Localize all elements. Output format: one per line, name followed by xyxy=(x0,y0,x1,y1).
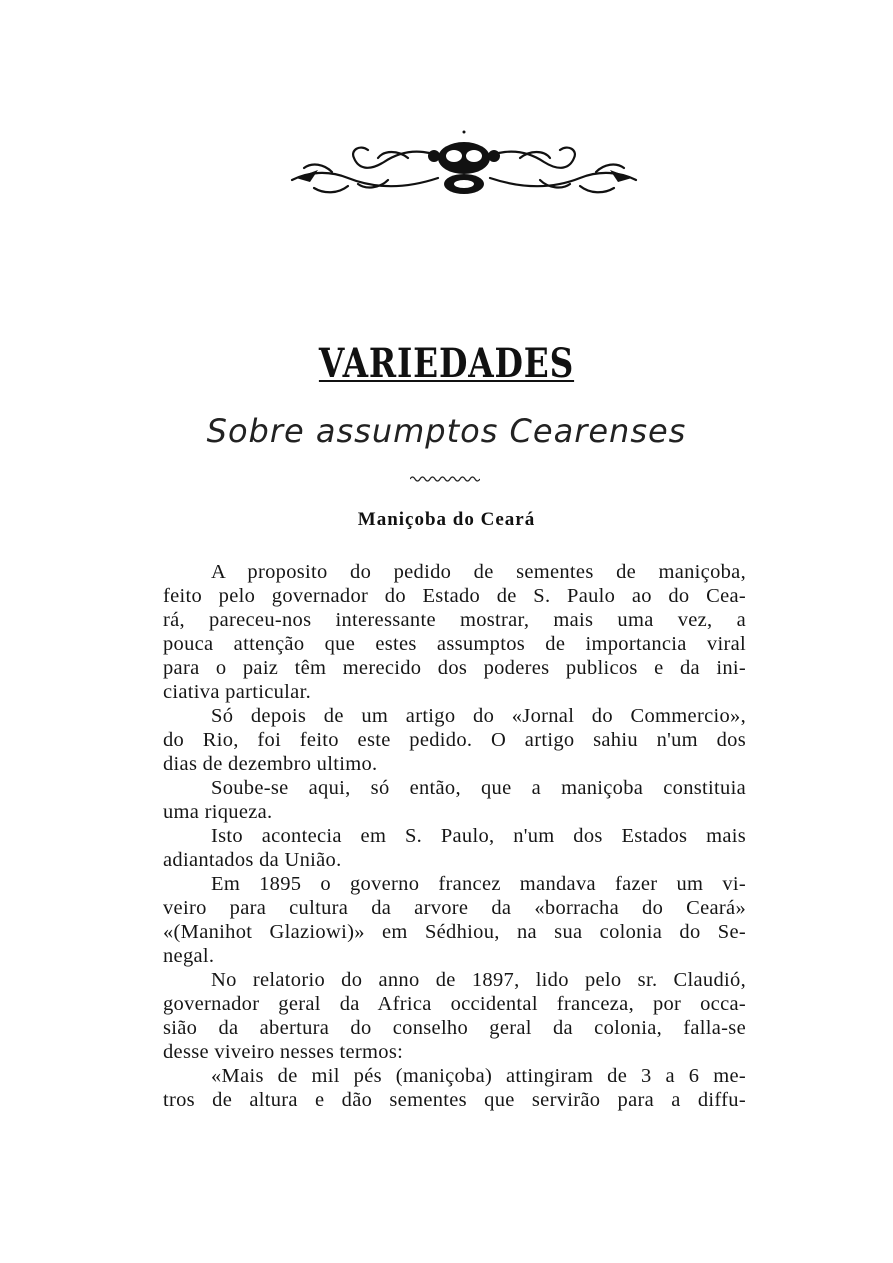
text-line: para o paiz têm merecido dos poderes publicos e da ini- xyxy=(163,657,746,679)
text-line: do Rio, foi feito este pedido. O artigo sahiu n'um dos xyxy=(163,729,746,751)
text-line: «Mais de mil pés (maniçoba) attingiram de 3 a 6 me- xyxy=(211,1065,746,1087)
text-line: rá, pareceu-nos interessante mostrar, mais uma vez, a xyxy=(163,609,746,631)
page-subtitle: Sobre assumptos Cearenses xyxy=(206,412,687,450)
text-line: Soube-se aqui, só então, que a maniçoba constituia xyxy=(211,777,746,799)
text-line: dias de dezembro ultimo. xyxy=(163,753,378,775)
wavy-divider-icon xyxy=(410,475,480,483)
text-line: uma riqueza. xyxy=(163,801,273,823)
text-line: negal. xyxy=(163,945,215,967)
text-line: adiantados da União. xyxy=(163,849,342,871)
text-line: governador geral da Africa occidental franceza, por occa- xyxy=(163,993,746,1015)
text-line: pouca attenção que estes assumptos de importancia viral xyxy=(163,633,746,655)
text-line: No relatorio do anno de 1897, lido pelo sr. Claudió, xyxy=(211,969,746,991)
text-line: ciativa particular. xyxy=(163,681,311,703)
text-line: A proposito do pedido de sementes de maniçoba, xyxy=(211,561,746,583)
floral-ornament-icon xyxy=(288,128,640,206)
text-line: Isto acontecia em S. Paulo, n'um dos Estados mais xyxy=(211,825,746,847)
text-line: desse viveiro nesses termos: xyxy=(163,1041,404,1063)
section-heading: Maniçoba do Ceará xyxy=(357,509,536,530)
text-line: sião da abertura do conselho geral da colonia, falla-se xyxy=(163,1017,746,1039)
text-line: feito pelo governador do Estado de S. Paulo ao do Cea- xyxy=(163,585,746,607)
text-line: veiro para cultura da arvore da «borracha do Ceará» xyxy=(163,897,746,919)
text-line: Só depois de um artigo do «Jornal do Commercio», xyxy=(211,705,746,727)
text-line: «(Manihot Glaziowi)» em Sédhiou, na sua colonia do Se- xyxy=(163,921,746,943)
text-line: tros de altura e dão sementes que servirão para a diffu- xyxy=(163,1089,746,1111)
page-title: VARIEDADES xyxy=(318,340,575,387)
article-body xyxy=(163,560,746,1112)
text-line: Em 1895 o governo francez mandava fazer um vi- xyxy=(211,873,746,895)
